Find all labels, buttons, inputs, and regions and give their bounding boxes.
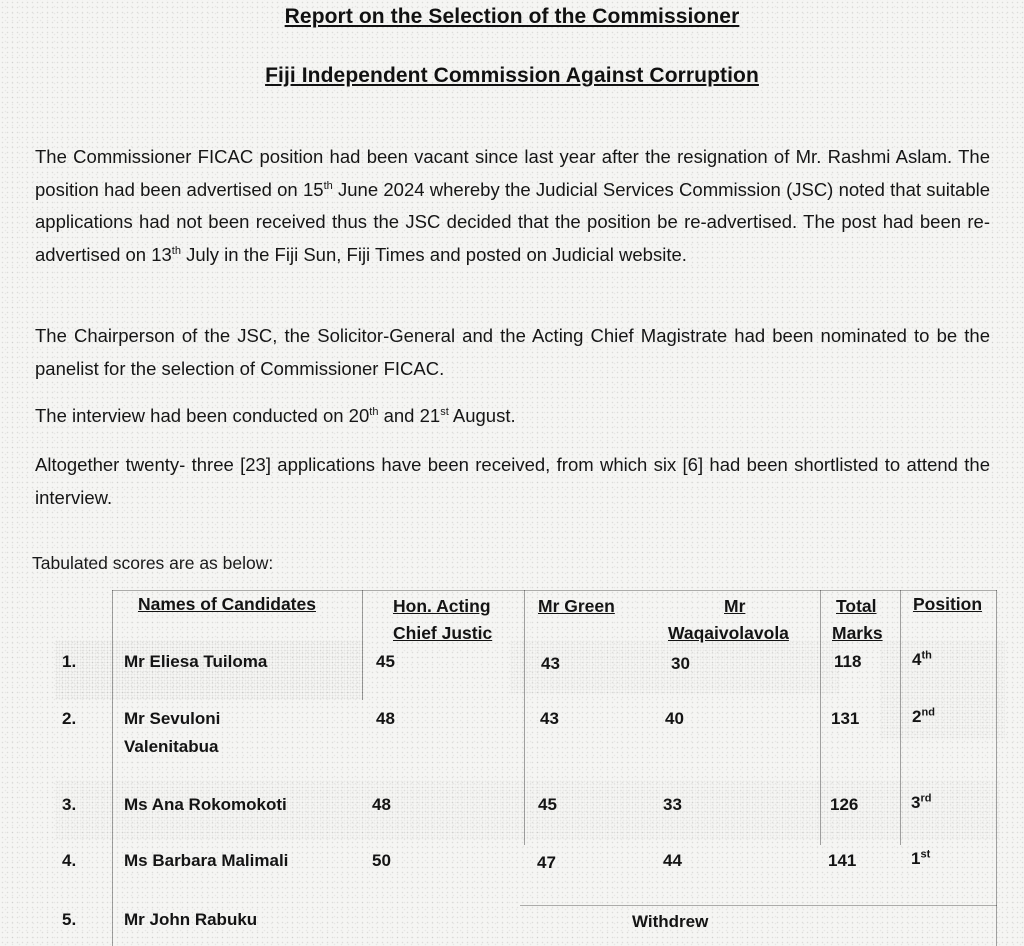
row-number: 5. [62, 910, 77, 929]
header-position: Position [913, 594, 983, 614]
header-names: Names of Candidates [138, 594, 316, 614]
table-intro: Tabulated scores are as below: [32, 553, 274, 573]
score-judge3: 40 [665, 709, 684, 728]
position-rank [912, 702, 935, 732]
header-total-line2: Marks [832, 623, 883, 643]
ordinal-suffix: th [323, 179, 333, 192]
position-rank [912, 645, 932, 675]
table-divider [362, 590, 363, 700]
report-title: Report on the Selection of the Commissioner [284, 5, 740, 28]
position-number: 1 [911, 849, 921, 868]
row-number: 3. [62, 795, 77, 814]
paragraph-panel [35, 320, 990, 385]
header-judge2: Mr Green [538, 596, 615, 616]
total-marks: 118 [834, 652, 862, 671]
position-number: 4 [912, 650, 922, 669]
paragraph-text: Altogether twenty- three [23] applications have been received, from which six [6] had been shortlisted to attend the interview. [35, 454, 990, 508]
header-judge3-line2: Waqaivolavola [668, 623, 789, 643]
report-subtitle: Fiji Independent Commission Against Corruption [265, 64, 759, 87]
position-suffix: nd [921, 706, 935, 719]
table-divider [524, 590, 525, 845]
row-number: 4. [62, 851, 77, 870]
candidate-name: Mr John Rabuku [124, 910, 258, 929]
score-judge1: 50 [372, 851, 391, 870]
header-judge1-line2: Chief Justic [393, 623, 493, 643]
position-suffix: rd [920, 792, 932, 805]
candidate-name-line2: Valenitabua [124, 737, 219, 756]
total-marks: 131 [831, 709, 860, 728]
position-suffix: th [921, 649, 932, 662]
ordinal-suffix: th [369, 405, 379, 418]
table-divider [996, 590, 997, 946]
ordinal-suffix: st [440, 405, 449, 418]
scan-shading [880, 640, 1005, 740]
paragraph-vacancy [35, 141, 990, 271]
candidate-name: Mr Eliesa Tuiloma [124, 652, 268, 671]
total-marks: 126 [830, 795, 859, 814]
score-judge1: 48 [372, 795, 391, 814]
total-marks: 141 [828, 851, 857, 870]
table-divider [900, 590, 901, 845]
position-suffix: st [920, 848, 931, 861]
position-number: 2 [912, 707, 922, 726]
score-judge2: 47 [537, 853, 556, 872]
score-judge3: 30 [671, 654, 690, 673]
score-judge1: 48 [376, 709, 395, 728]
paragraph-text: June 2024 whereby the Judicial Services Commission (JSC) noted that suitable applications had not been received thus the JSC decided that the position be re-advertised. The post had been re-advertised on 13 [35, 178, 991, 265]
header-total-line1: Total [836, 596, 877, 616]
position-number: 3 [911, 793, 921, 812]
paragraph-text: The Commissioner FICAC position had been vacant since last year after the resignation of Mr. Rashmi Aslam. The position had been advertised on 15 [35, 146, 990, 200]
paragraph-text: July in the Fiji Sun, Fiji Times and posted on Judicial website. [180, 243, 687, 265]
withdrew-status: Withdrew [632, 912, 709, 931]
header-judge1-line1: Hon. Acting [393, 596, 491, 616]
paragraph-text: The Chairperson of the JSC, the Solicitor-General and the Acting Chief Magistrate had been nominated to be the panelist for the selection of Commissioner FICAC. [35, 325, 990, 379]
paragraph-text: The interview had been conducted on 20 [35, 405, 370, 426]
ordinal-suffix: th [171, 244, 181, 257]
position-rank [911, 788, 931, 818]
table-divider [112, 590, 113, 946]
paragraph-text: August. [448, 405, 516, 426]
paragraph-applications [35, 449, 990, 514]
row-number: 2. [62, 709, 77, 728]
table-rule [520, 905, 997, 906]
score-judge2: 43 [540, 709, 559, 728]
score-judge1: 45 [376, 652, 395, 671]
paragraph-text: and 21 [378, 405, 441, 426]
table-divider [820, 590, 821, 845]
score-judge2: 43 [541, 654, 560, 673]
score-judge2: 45 [538, 795, 557, 814]
candidate-name: Ms Ana Rokomokoti [124, 795, 287, 814]
position-rank [911, 844, 930, 874]
row-number: 1. [62, 652, 77, 671]
header-judge3-line1: Mr [724, 596, 746, 616]
candidate-name: Mr Sevuloni [124, 709, 221, 728]
paragraph-interview-dates [35, 400, 990, 433]
score-judge3: 44 [663, 851, 682, 870]
candidate-name: Ms Barbara Malimali [124, 851, 289, 870]
score-judge3: 33 [663, 795, 682, 814]
